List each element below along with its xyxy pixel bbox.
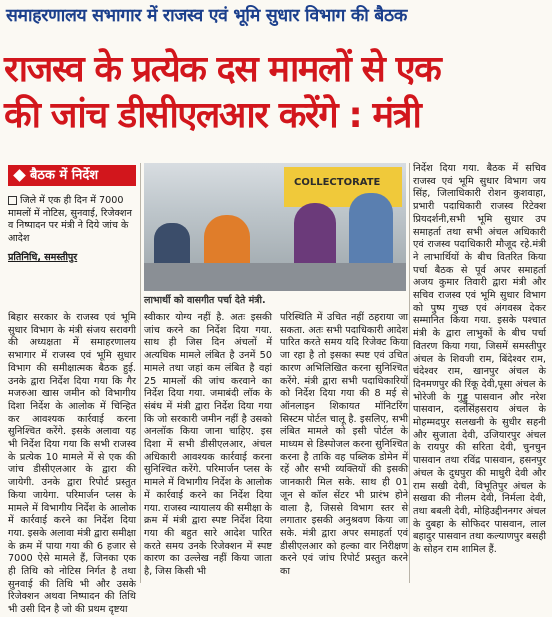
kicker-headline: समाहरणालय सभागार में राजस्व एवं भूमि सुधार विभाग की बैठक xyxy=(6,6,408,26)
byline: प्रतिनिधि, समस्तीपुर xyxy=(8,252,78,263)
article-column-1: बिहार सरकार के राजस्व एवं भूमि सुधार विभाग के मंत्री संजय सरावगी की अध्यक्षता में समाहरणालय सभागार में राजस्व एवं भूमि सुधार विभाग की समीक्षात्मक बैठक हुई. उनके द्वारा निर्देश दिया गया कि गैर मजरुआ खास जमीन को विभागीय दिशा निर्देश के आलोक में चिन्हित कर आवश्यक कार्रवाई करना सुनिश्चित करेंगे. इसके अलावा यह भी निर्देश दिया गया कि सभी राजस्व के प्रत्येक 10 मामले में से एक की जांच डीसीएलआर के द्वारा की जायेगी. उनके द्वारा रिपोर्ट प्रस्तुत किया जायेगा. परिमार्जन प्लस के मामले में विभागीय निर्देश के आलोक में कार्रवाई करने का निर्देश दिया गया. इसके अलावा मंत्री द्वारा समीक्षा के क्रम में पाया गया की 6 हजार से 7000 ऐसे मामले हैं, जिनका एक ही तिथि को नोटिस निर्गत है तथा सुनवाई की तिथि भी और उसके रिजेक्शन अथवा निष्पादन की तिथि भी उसी दिन है जो की प्रथम दृष्टया xyxy=(8,312,136,616)
checkbox-square-icon xyxy=(8,196,17,205)
photo-caption: लाभार्थी को वासगीत पर्चा देते मंत्री. xyxy=(144,295,266,306)
summary-bullet xyxy=(8,195,138,245)
article-column-4: निर्देश दिया गया. बैठक में सचिव राजस्व एवं भूमि सुधार विभाग जय सिंह, जिलाधिकारी रोशन कुशवाहा, प्रभारी पदाधिकारी राजस्व रिटेक्श प्रियदर्शनी,सभी भूमि सुधार उप समाहर्ता तथा सभी अंचल अधिकारी एवं राजस्व पदाधिकारी मौजूद रहे.मंत्री ने लाभार्थियों के बीच वितरित किया पर्चा बैठक से पूर्व अपर समाहर्ता अजय कुमार तिवारी द्वारा मंत्री और सचिव राजस्व एवं भूमि सुधार विभाग को पुष्प गुच्छ एवं अंगवस्त्र देकर सम्मानित किया गया. इसके पश्चात मंत्री के द्वारा लाभुकों के बीच पर्चा वितरण किया गया, जिसमें समस्तीपुर अंचल के शिवजी राम, बिंदेश्वर राम, चंदेश्वर राम, खानपुर अंचल के दिनमणपुर की रिंकू देवी,पूसा अंचल के भोरेजी के गुड्डु पासवान और नरेश पासवान, दलसिंहसराय अंचल के मोहम्मदपुर सलखनी के सुधीर सहनी और सुजाता देवी, उजियारपुर अंचल के रायपुर की सरिता देवी, चुनचुन पासवान तथा रविंद्र पासवान, हसनपुर अंचल के दुधपुरा की माधुरी देवी और राम सखी देवी, विभूतिपुर अंचल के सखवा की नीलम देवी, निर्मला देवी, तथा बबली देवी, मोहिउद्दीननगर अंचल के दुबहा के सोफिदर पासवान, लाल बहादुर पासवान तथा कल्याणपुर बसही के सोहन राम शामिल हैं. xyxy=(413,163,546,556)
column-rule xyxy=(409,163,410,583)
section-label xyxy=(8,165,136,186)
summary-bullet-text: जिले में एक ही दिन में 7000 मामलों में नोटिस, सुनवाई, रिजेक्शन व निष्पादन पर मंत्री ने दिये जांच के आदेश xyxy=(8,195,132,244)
photo-table xyxy=(144,263,406,291)
column-rule xyxy=(140,163,141,583)
news-photo xyxy=(144,163,406,291)
headline-line-1: राजस्व के प्रत्येक दस मामलों से एक xyxy=(4,49,441,90)
section-label-text: बैठक में निर्देश xyxy=(30,168,99,183)
headline-line-2: की जांच डीसीएलआर करेंगे : मंत्री xyxy=(4,95,421,136)
article-column-2: स्वीकार योग्य नहीं है. अतः इसकी जांच करने का निर्देश दिया गया. साथ ही जिस दिन अंचलों में अत्यधिक मामले लंबित है उनमें 50 मामले तथा जहां कम लंबित है वहां 25 मामलों की जांच करवाने का निर्देश दिया गया. जमाबंदी लॉक के संबंध में मंत्री द्वारा निर्देश दिया गया कि जो सरकारी जमीन नहीं है उसको अनलॉक किया जाना चाहिए. इस दिशा में सभी डीसीएलआर, अंचल अधिकारी आवश्यक कार्रवाई करना सुनिश्चित करेंगे. परिमार्जन प्लस के मामले में विभागीय निर्देश के आलोक में कार्रवाई करने का निर्देश दिया गया. राजस्व न्यायालय की समीक्षा के क्रम में मंत्री द्वारा स्पष्ट निर्देश दिया गया की बहुत सारे आदेश पारित करते समय उनके रिजेक्शन में स्पष्ट कारण का उल्लेख नहीं किया जाता है, जिस किसी भी xyxy=(144,312,272,578)
article-column-3: परिस्थिति में उचित नहीं ठहराया जा सकता. अतः सभी पदाधिकारी आदेश पारित करते समय यदि रिजेक्ट किया जा रहा है तो इसका स्पष्ट एवं उचित कारण अभिलिखित करना सुनिश्चित करेंगे. मंत्री द्वारा सभी पदाधिकारियों को निर्देश दिया गया की 8 मई से ऑनलाइन शिकायत मॉनिटरिंग सिस्टम पोर्टल चालू है. इसलिए, सभी लंबित मामले को इसी पोर्टल के माध्यम से डिस्पोजल करना सुनिश्चित करना है ताकि वह पब्लिक डोमेन में रहें और सभी व्यक्तियों की इसकी जानकारी मिल सके. साथ ही 01 जून से कॉल सेंटर भी प्रारंभ होने वाला है, जिससे विभाग स्तर से लगातार इसकी अनुश्रवण किया जा सके. मंत्री द्वारा अपर समाहर्ता एवं डीसीएलआर को हल्का वार निरीक्षण करने एवं जांच रिपोर्ट प्रस्तुत करने का xyxy=(280,312,408,578)
diamond-icon xyxy=(13,169,26,182)
photo-banner-text: COLLECTORATE xyxy=(294,177,381,188)
